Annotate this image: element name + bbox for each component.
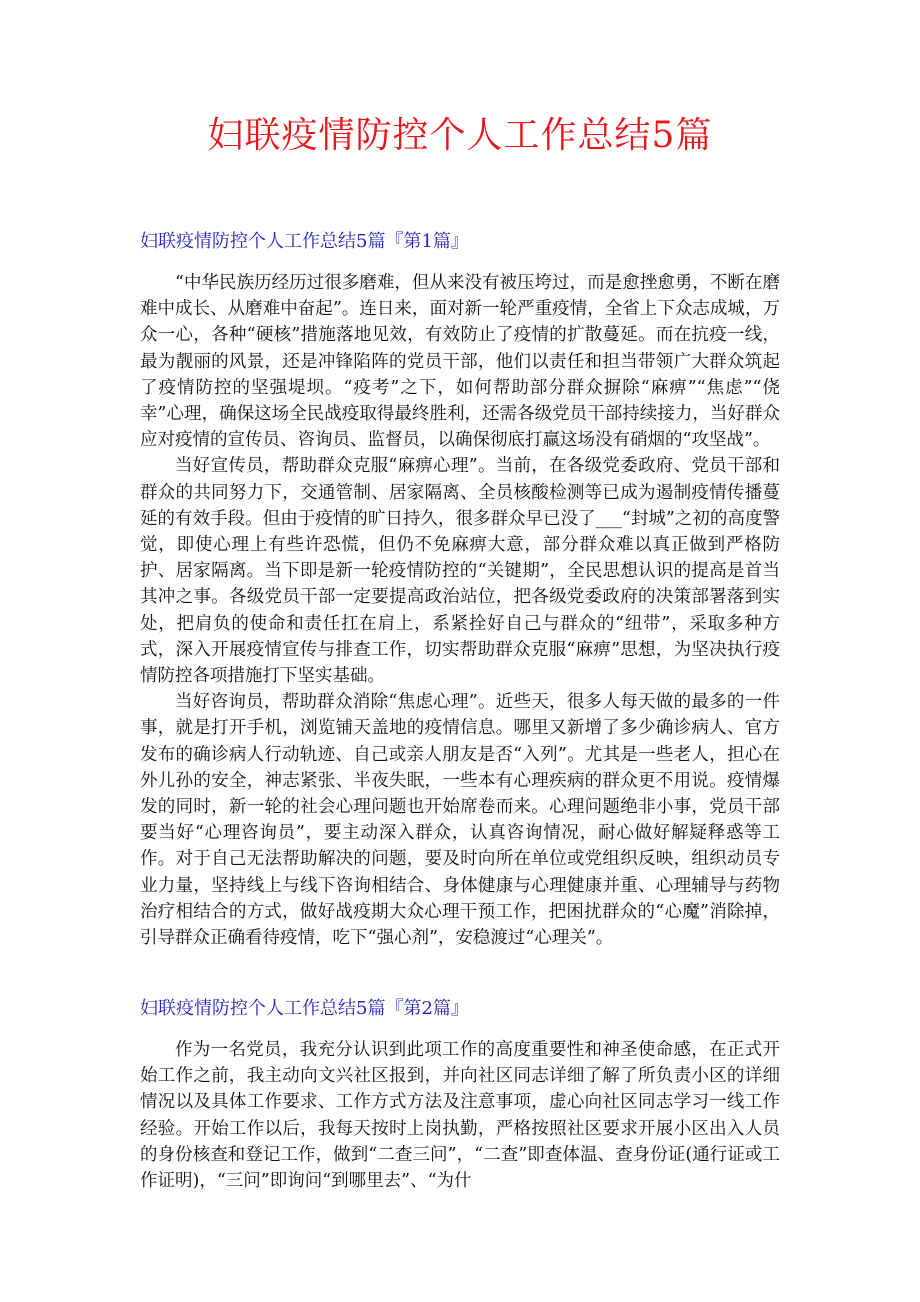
section-2-body [140,1037,780,1194]
document-title: 妇联疫情防控个人工作总结5篇 [207,115,713,156]
section-2-paragraph-1: 作为一名党员，我充分认识到此项工作的高度重要性和神圣使命感，在正式开始工作之前，我主动向文兴社区报到，并向社区同志详细了解了所负责小区的详细情况以及具体工作要求、工作方式方法及注意事项，虚心向社区同志学习一线工作经验。开始工作以后，我每天按时上岗执勤，严格按照社区要求开展小区出入人员的身份核查和登记工作，做到“二查三问”，“二查”即查体温、查身份证(通行证或工作证明)，“三问”即询问“到哪里去”、“为什 [140,1040,780,1192]
section-1-body [140,270,780,951]
section-1-paragraph-3: 当好咨询员，帮助群众消除“焦虑心理”。近些天，很多人每天做的最多的一件事，就是打开手机，浏览铺天盖地的疫情信息。哪里又新增了多少确诊病人、官方发布的确诊病人行动轨迹、自己或亲人朋友是否“入列”。尤其是一些老人，担心在外儿孙的安全，神志紧张、半夜失眠，一些本有心理疾病的群众更不用说。疫情爆发的同时，新一轮的社会心理问题也开始席卷而来。心理问题绝非小事，党员干部要当好“心理咨询员”，要主动深入群众，认真咨询情况，耐心做好解疑释惑等工作。对于自己无法帮助解决的问题，要及时向所在单位或党组织反映，组织动员专业力量，坚持线上与线下咨询相结合、身体健康与心理健康并重、心理辅导与药物治疗相结合的方式，做好战疫期大众心理干预工作，把困扰群众的“心魔”消除掉，引导群众正确看待疫情，吃下“强心剂”，安稳渡过“心理关”。 [140,692,780,949]
section-1-paragraph-1: “中华民族历经历过很多磨难，但从来没有被压垮过，而是愈挫愈勇，不断在磨难中成长、从磨难中奋起”。连日来，面对新一轮严重疫情，全省上下众志成城，万众一心，各种“硬核”措施落地见效，有效防止了疫情的扩散蔓延。而在抗疫一线，最为靓丽的风景，还是冲锋陷阵的党员干部，他们以责任和担当带领广大群众筑起了疫情防控的坚强堤坝。“疫考”之下，如何帮助部分群众摒除“麻痹”“焦虑”“侥幸”心理，确保这场全民战疫取得最终胜利，还需各级党员干部持续接力，当好群众应对疫情的宣传员、咨询员、监督员，以确保彻底打赢这场没有硝烟的“攻坚战”。 [140,273,780,451]
section-1-heading: 妇联疫情防控个人工作总结5篇『第1篇』 [140,231,469,252]
section-1-paragraph-2: 当好宣传员，帮助群众克服“麻痹心理”。当前，在各级党委政府、党员干部和群众的共同努力下，交通管制、居家隔离、全员核酸检测等已成为遏制疫情传播蔓延的有效手段。但由于疫情的旷日持久，很多群众早已没了___“封城”之初的高度警觉，即使心理上有些许恐慌，但仍不免麻痹大意，部分群众难以真正做到严格防护、居家隔离。当下即是新一轮疫情防控的“关键期”，全民思想认识的提高是首当其冲之事。各级党员干部一定要提高政治站位，把各级党委政府的决策部署落到实处，把肩负的使命和责任扛在肩上，系紧拴好自己与群众的“纽带”，采取多种方式，深入开展疫情宣传与排查工作，切实帮助群众克服“麻痹”思想，为坚决执行疫情防控各项措施打下坚实基础。 [140,456,780,687]
section-2-heading: 妇联疫情防控个人工作总结5篇『第2篇』 [140,998,469,1019]
